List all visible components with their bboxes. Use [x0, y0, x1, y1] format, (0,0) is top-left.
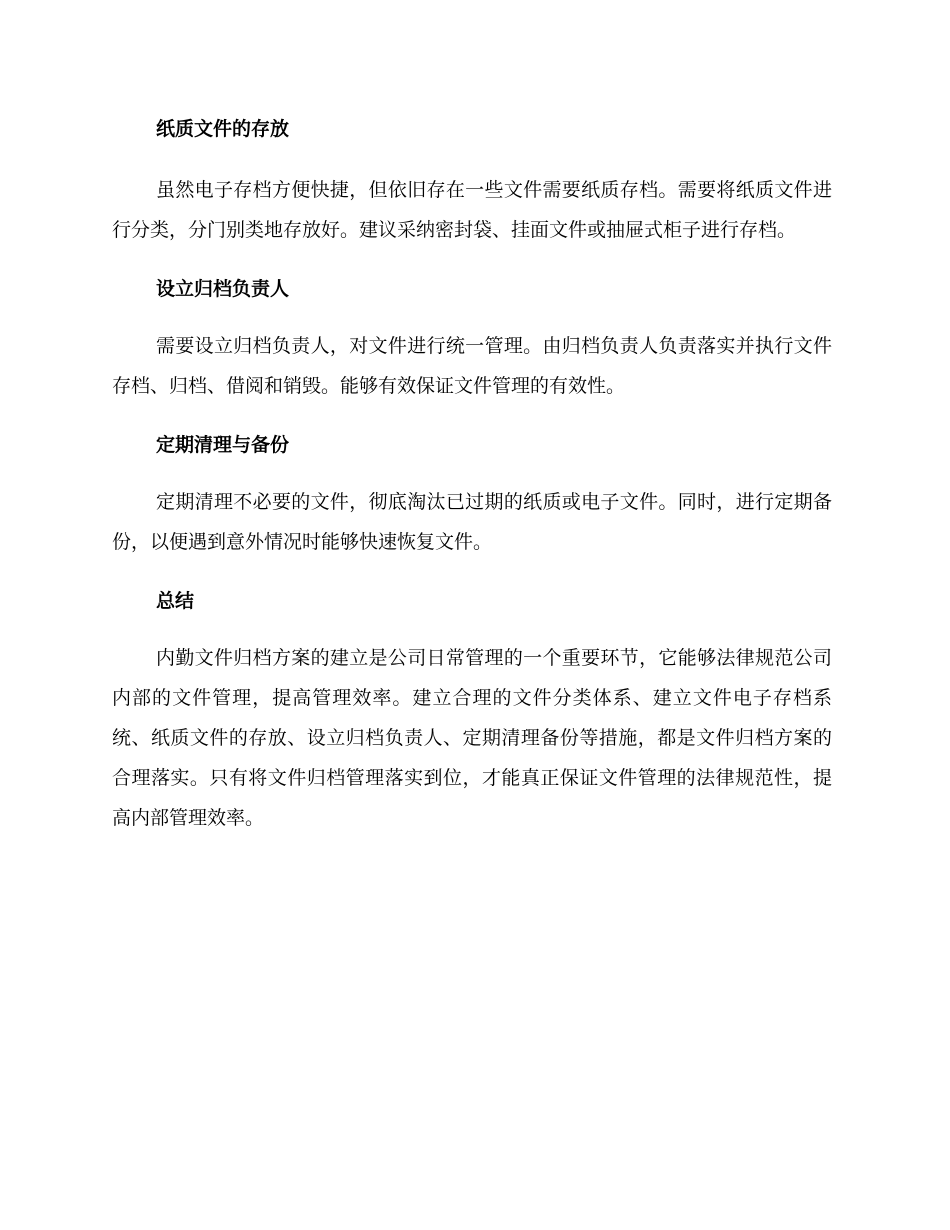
section-paragraph: 需要设立归档负责人，对文件进行统一管理。由归档负责人负责落实并执行文件存档、归档、借阅和销毁。能够有效保证文件管理的有效性。 — [112, 335, 832, 397]
section-heading: 定期清理与备份 — [156, 434, 290, 456]
section-archive-owner — [112, 268, 832, 406]
section-summary — [112, 580, 832, 838]
section-paragraph: 内勤文件归档方案的建立是公司日常管理的一个重要环节，它能够法律规范公司内部的文件管理，提高管理效率。建立合理的文件分类体系、建立文件电子存档系统、纸质文件的存放、设立归档负责人、定期清理备份等措施，都是文件归档方案的合理落实。只有将文件归档管理落实到位，才能真正保证文件管理的法律规范性，提高内部管理效率。 — [112, 647, 832, 829]
section-heading: 设立归档负责人 — [156, 278, 290, 300]
section-paragraph: 定期清理不必要的文件，彻底淘汰已过期的纸质或电子文件。同时，进行定期备份，以便遇到意外情况时能够快速恢复文件。 — [112, 491, 832, 553]
section-paragraph: 虽然电子存档方便快捷，但依旧存在一些文件需要纸质存档。需要将纸质文件进行分类，分门别类地存放好。建议采纳密封袋、挂面文件或抽屉式柜子进行存档。 — [112, 179, 832, 241]
document-body — [112, 108, 832, 856]
section-heading: 总结 — [156, 590, 195, 612]
section-heading: 纸质文件的存放 — [156, 118, 290, 140]
section-paper-storage — [112, 108, 832, 250]
section-cleanup-backup — [112, 424, 832, 562]
